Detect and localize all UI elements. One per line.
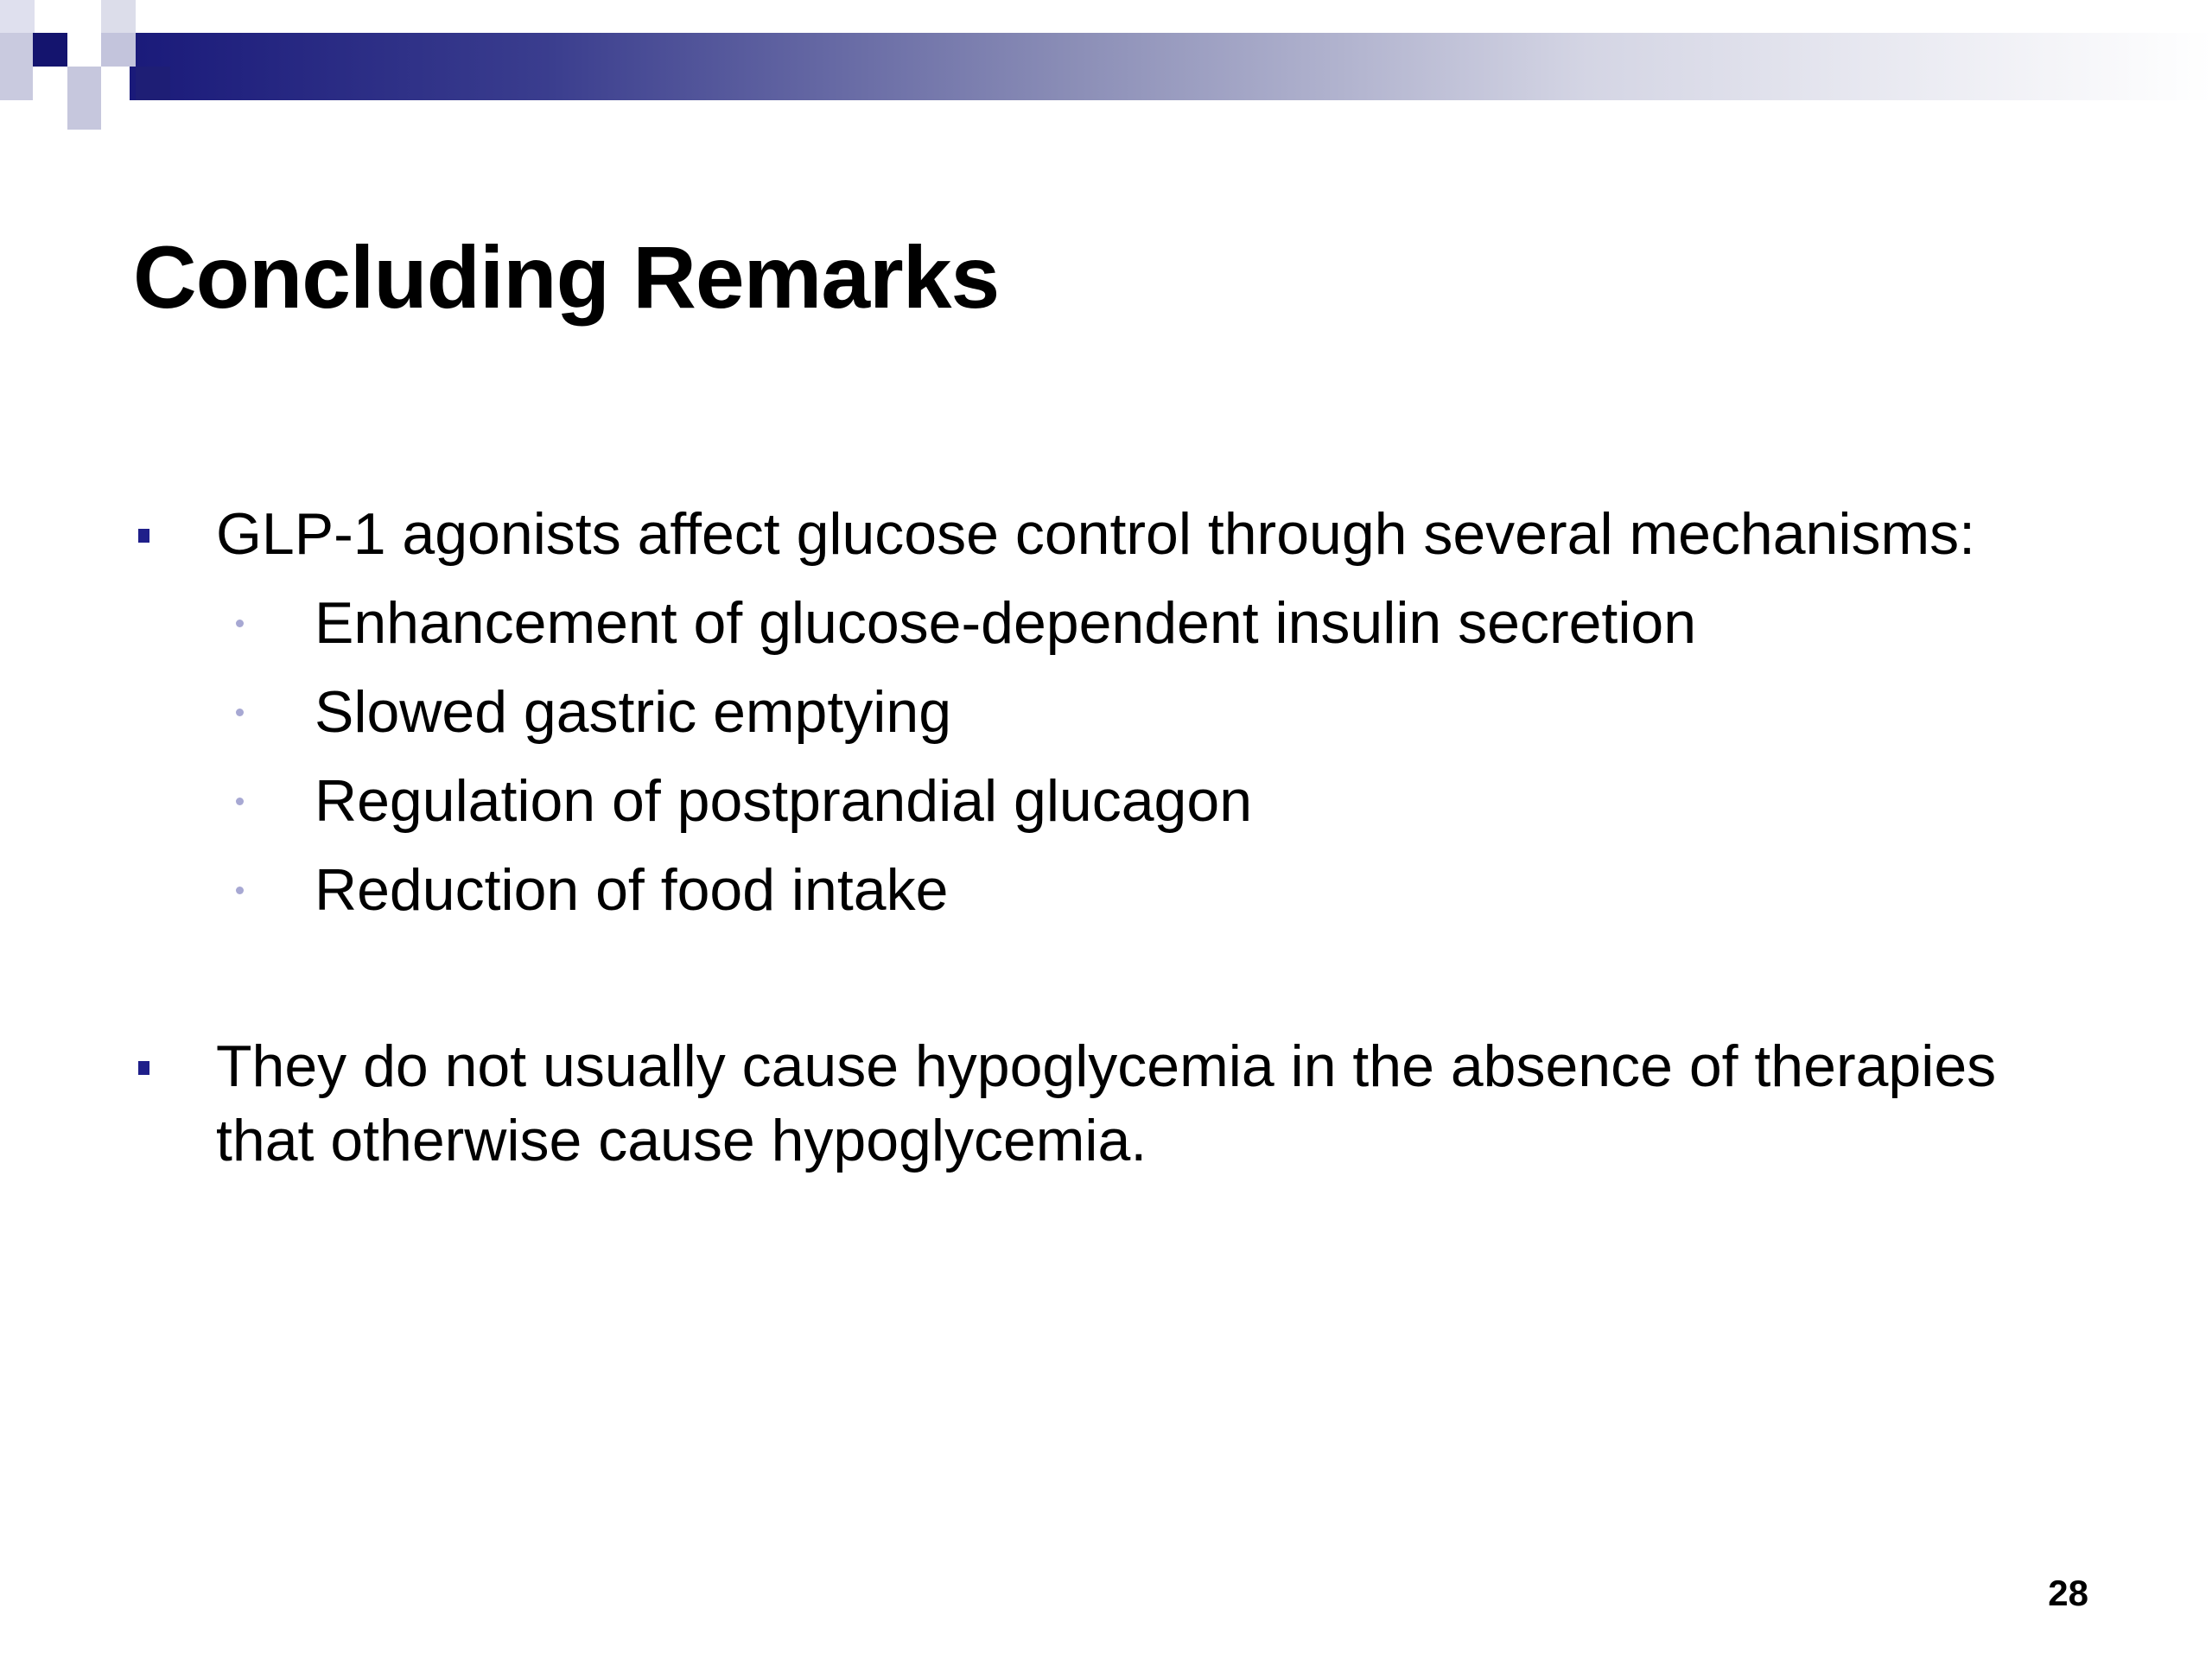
- slide-title: Concluding Remarks: [133, 228, 1000, 327]
- subbullet-text: Reduction of food intake: [315, 857, 949, 923]
- bullet-text-line: They do not usually cause hypoglycemia in the absence of therapies: [216, 1033, 1997, 1099]
- header-square: [101, 0, 136, 33]
- dot-bullet-icon: [236, 798, 244, 805]
- header-square: [67, 67, 101, 130]
- dot-bullet-icon: [236, 620, 244, 627]
- subbullet-text: Slowed gastric emptying: [315, 679, 952, 745]
- header-square: [101, 33, 136, 67]
- square-bullet-icon: [138, 1061, 149, 1075]
- square-bullet-icon: [138, 529, 149, 543]
- bullet-text: GLP-1 agonists affect glucose control through several mechanisms:: [216, 501, 1976, 567]
- bullet-text-line: that otherwise cause hypoglycemia.: [216, 1108, 1147, 1173]
- header-square: [136, 67, 170, 100]
- header-square: [35, 0, 67, 33]
- dot-bullet-icon: [236, 709, 244, 716]
- header-square: [33, 33, 67, 67]
- page-number: 28: [2048, 1573, 2088, 1613]
- dot-bullet-icon: [236, 887, 244, 894]
- header-square: [0, 33, 33, 100]
- header-square: [33, 100, 67, 130]
- subbullet-text: Regulation of postprandial glucagon: [315, 768, 1253, 834]
- header-square: [0, 0, 35, 33]
- subbullet-text: Enhancement of glucose-dependent insulin secretion: [315, 590, 1697, 656]
- header-gradient-band: [130, 33, 2212, 100]
